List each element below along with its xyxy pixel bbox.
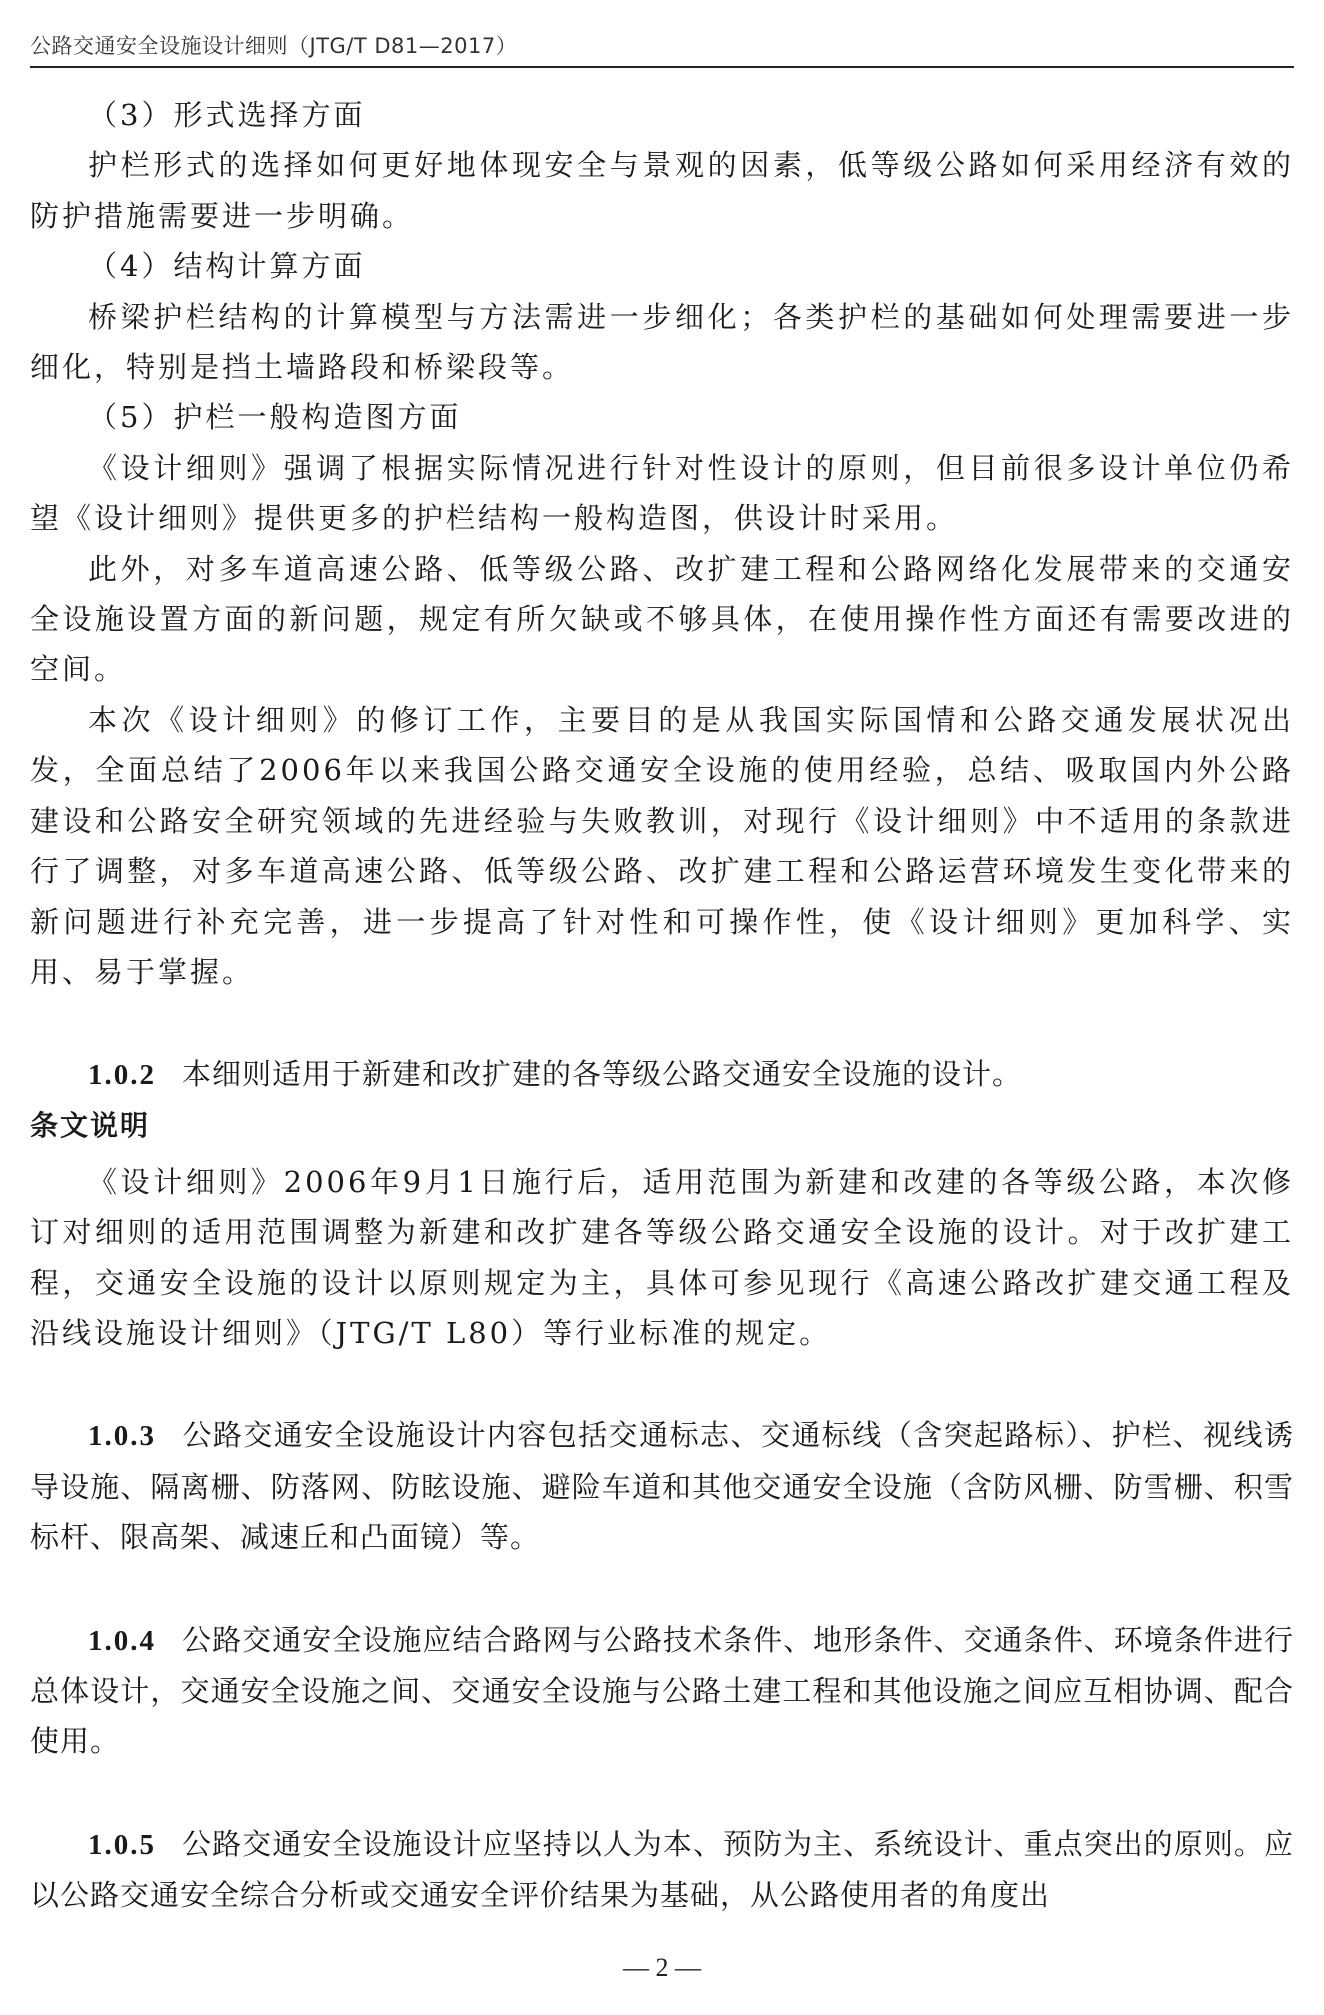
running-title: 公路交通安全设施设计细则（JTG/T D81—2017）	[30, 34, 518, 58]
clause-1-0-2	[30, 1049, 1294, 1100]
clause-1-0-3	[30, 1410, 1294, 1562]
clause-number: 1.0.3	[88, 1420, 156, 1453]
clause-number: 1.0.2	[88, 1059, 156, 1092]
body-paragraph: 本次《设计细则》的修订工作，主要目的是从我国实际国情和公路交通发展状况出发，全面总结了2006年以来我国公路交通安全设施的使用经验，总结、吸取国内外公路建设和公路安全研究领域的先进经验与失败教训，对现行《设计细则》中不适用的条款进行了调整，对多车道高速公路、低等级公路、改扩建工程和公路运营环境发生变化带来的新问题进行补充完善，进一步提高了针对性和可操作性，使《设计细则》更加科学、实用、易于掌握。	[30, 702, 1294, 989]
clause-number: 1.0.4	[88, 1624, 156, 1657]
clause-1-0-4	[30, 1615, 1294, 1767]
subsection-heading-general-drawings: （5）护栏一般构造图方面	[88, 400, 462, 435]
clause-text: 公路交通安全设施应结合路网与公路技术条件、地形条件、交通条件、环境条件进行总体设计，交通安全设施之间、交通安全设施与公路土建工程和其他设施之间应互相协调、配合使用。	[30, 1622, 1294, 1759]
body-paragraph: 桥梁护栏结构的计算模型与方法需进一步细化；各类护栏的基础如何处理需要进一步细化，特别是挡土墙路段和桥梁段等。	[30, 299, 1294, 385]
clause-number: 1.0.5	[88, 1828, 156, 1861]
body-paragraph: 《设计细则》强调了根据实际情况进行针对性设计的原则，但目前很多设计单位仍希望《设计细则》提供更多的护栏结构一般构造图，供设计时采用。	[30, 450, 1294, 536]
clause-text: 公路交通安全设施设计内容包括交通标志、交通标线（含突起路标）、护栏、视线诱导设施、隔离栅、防落网、防眩设施、避险车道和其他交通安全设施（含防风栅、防雪栅、积雪标杆、限高架、减速丘和凸面镜）等。	[30, 1418, 1294, 1555]
page-body	[30, 90, 1294, 1921]
clause-text: 公路交通安全设施设计应坚持以人为本、预防为主、系统设计、重点突出的原则。应以公路交通安全综合分析或交通安全评价结果为基础，从公路使用者的角度出	[30, 1826, 1294, 1913]
explanation-text: 《设计细则》2006年9月1日施行后，适用范围为新建和改建的各等级公路，本次修订对细则的适用范围调整为新建和改扩建各等级公路交通安全设施的设计。对于改扩建工程，交通安全设施的设计以原则规定为主，具体可参见现行《高速公路改扩建交通工程及沿线设施设计细则》（JTG/T L80）等行业标准的规定。	[30, 1164, 1294, 1350]
page-number: — 2 —	[623, 1953, 701, 1982]
subsection-heading-structural-calculation: （4）结构计算方面	[88, 249, 366, 284]
explanation-heading: 条文说明	[30, 1108, 151, 1142]
clause-text: 本细则适用于新建和改扩建的各等级公路交通安全设施的设计。	[182, 1057, 1023, 1092]
clause-1-0-5	[30, 1819, 1294, 1921]
body-paragraph: 此外，对多车道高速公路、低等级公路、改扩建工程和公路网络化发展带来的交通安全设施设置方面的新问题，规定有所欠缺或不够具体，在使用操作性方面还有需要改进的空间。	[30, 551, 1294, 687]
running-header	[30, 26, 1294, 68]
subsection-heading-form-selection: （3）形式选择方面	[88, 98, 366, 132]
body-paragraph: 护栏形式的选择如何更好地体现安全与景观的因素，低等级公路如何采用经济有效的防护措施需要进一步明确。	[30, 148, 1294, 233]
